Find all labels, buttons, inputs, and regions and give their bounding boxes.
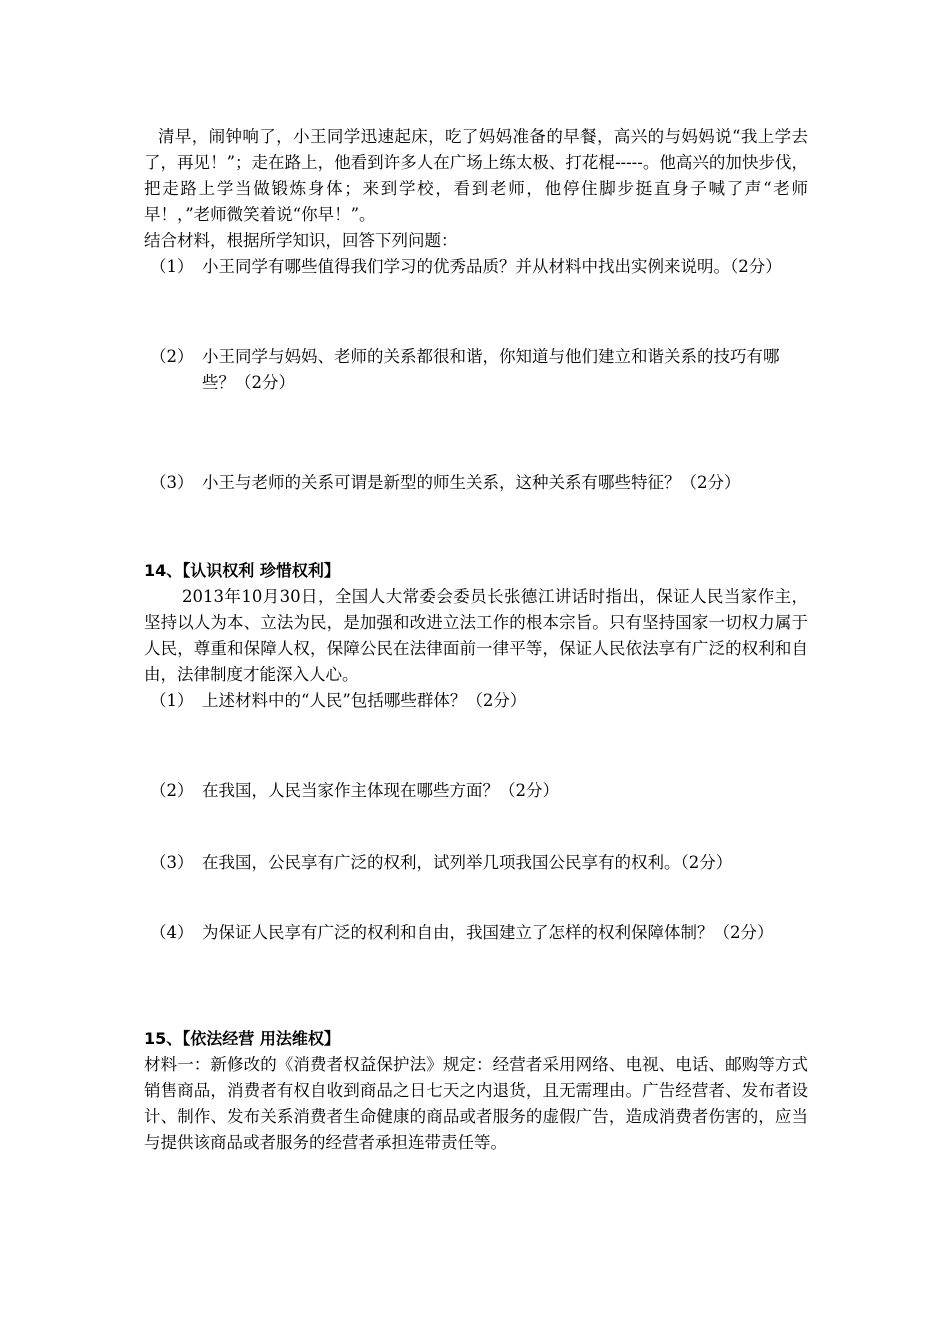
section-14-heading: 14、【认识权利 珍惜权利】	[144, 561, 340, 580]
answer-space	[144, 876, 808, 920]
section-14-material: 2013年10月30日，全国人大常委会委员长张德江讲话时指出，保证人民当家作主，坚持以人为本、立法为民，是加强和改进立法工作的根本宗旨。只有坚持国家一切权力属于人民，尊重和保障人权，保障公民在法律面前一律平等，保证人民依法享有广泛的权利和自由，法律制度才能深入人心。	[144, 587, 808, 684]
document-page	[144, 124, 808, 1156]
question-14-4	[144, 920, 808, 946]
question-text: 小王同学与妈妈、老师的关系都很和谐，你知道与他们建立和谐关系的技巧有哪些？（2分）	[202, 347, 780, 392]
question-13-2	[144, 344, 808, 396]
answer-space	[144, 946, 808, 1026]
question-text: 上述材料中的“人民”包括哪些群体？（2分）	[202, 691, 527, 710]
question-text: 小王与老师的关系可谓是新型的师生关系，这种关系有哪些特征？（2分）	[202, 473, 741, 492]
answer-space	[144, 280, 808, 344]
section-15-material-1: 材料一：新修改的《消费者权益保护法》规定：经营者采用网络、电视、电话、邮购等方式销售商品，消费者有权自收到商品之日七天之内退货，且无需理由。广告经营者、发布者设计、制作、发布关系消费者生命健康的商品或者服务的虚假广告，造成消费者伤害的，应当与提供该商品或者服务的经营者承担连带责任等。	[144, 1055, 808, 1152]
question-text: 为保证人民享有广泛的权利和自由，我国建立了怎样的权利保障体制？（2分）	[202, 923, 774, 942]
question-text: 在我国，公民享有广泛的权利，试列举几项我国公民享有的权利。（2分）	[202, 853, 733, 872]
question-number: （2）	[150, 781, 194, 800]
question-14-1	[144, 688, 808, 714]
question-number: （2）	[150, 347, 194, 366]
question-number: （3）	[150, 853, 194, 872]
section-15-heading: 15、【依法经营 用法维权】	[144, 1029, 340, 1048]
question-text: 小王同学有哪些值得我们学习的优秀品质？并从材料中找出实例来说明。（2分）	[202, 257, 782, 276]
question-14-3	[144, 850, 808, 876]
question-number: （4）	[150, 923, 194, 942]
material-13-instruction: 结合材料，根据所学知识，回答下列问题：	[144, 231, 458, 250]
material-13-text: 清早，闹钟响了，小王同学迅速起床，吃了妈妈准备的早餐，高兴的与妈妈说“我上学去了，再见！”；走在路上，他看到许多人在广场上练太极、打花棍-----。他高兴的加快步伐，把走路上学当做锻炼身体；来到学校，看到老师，他停住脚步挺直身子喊了声“老师早！，”老师微笑着说“你早！”。	[144, 127, 808, 224]
answer-space	[144, 714, 808, 778]
answer-space	[144, 396, 808, 470]
answer-space	[144, 496, 808, 558]
question-13-1	[144, 254, 808, 280]
answer-space	[144, 804, 808, 850]
question-number: （1）	[150, 691, 194, 710]
question-text: 在我国，人民当家作主体现在哪些方面？（2分）	[202, 781, 559, 800]
question-number: （1）	[150, 257, 194, 276]
question-13-3	[144, 470, 808, 496]
question-number: （3）	[150, 473, 194, 492]
question-14-2	[144, 778, 808, 804]
